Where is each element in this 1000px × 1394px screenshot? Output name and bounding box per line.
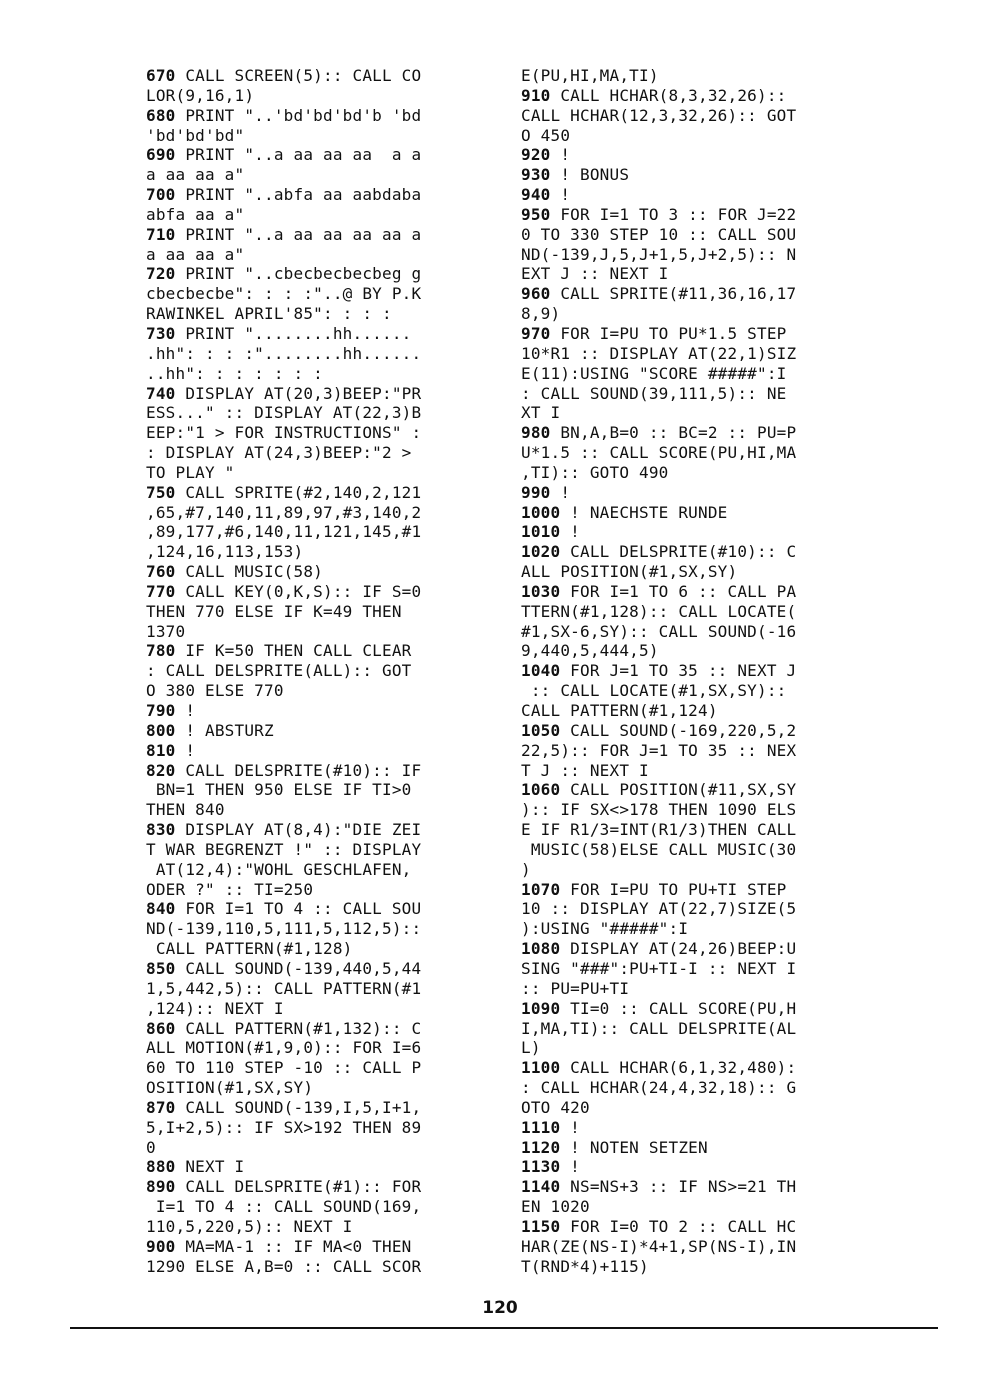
code-line — [521, 800, 866, 820]
code-line — [146, 384, 491, 404]
code-text: IF K=50 THEN CALL CLEAR — [175, 641, 412, 661]
code-line — [146, 661, 491, 681]
code-text: ND(-139,110,5,111,5,112,5):: — [146, 919, 422, 939]
code-line — [146, 205, 491, 225]
page-number: 120 — [482, 1298, 518, 1318]
code-line — [521, 165, 866, 185]
code-line — [521, 661, 866, 681]
code-line — [146, 522, 491, 542]
code-line — [521, 780, 866, 800]
line-number: 770 — [146, 581, 176, 601]
code-line — [521, 324, 866, 344]
code-text: CALL SOUND(-169,220,5,2 — [560, 720, 797, 740]
code-text: LOR(9,16,1) — [146, 85, 255, 105]
code-text: EXT J :: NEXT I — [521, 264, 669, 284]
code-text: CALL SPRITE(#2,140,2,121 — [175, 482, 422, 502]
code-line — [146, 264, 491, 284]
code-line — [521, 959, 866, 979]
code-text: T WAR BEGRENZT !" :: DISPLAY — [146, 839, 422, 859]
code-line — [521, 721, 866, 741]
code-line — [146, 1257, 491, 1277]
code-text: 1,5,442,5):: CALL PATTERN(#1 — [146, 978, 422, 998]
code-line — [521, 1058, 866, 1078]
code-line — [146, 185, 491, 205]
code-line — [146, 622, 491, 642]
line-number: 1130 — [521, 1157, 561, 1177]
code-line — [521, 820, 866, 840]
code-text: 0 — [146, 1137, 156, 1157]
code-text: E(11):USING "SCORE #####":I — [521, 363, 787, 383]
code-line — [521, 979, 866, 999]
code-text: EN 1020 — [521, 1197, 590, 1217]
code-line — [521, 542, 866, 562]
code-text: ) — [521, 859, 531, 879]
code-text: TTERN(#1,128):: CALL LOCATE( — [521, 601, 797, 621]
code-text: CALL DELSPRITE(#10):: C — [560, 542, 797, 562]
code-line — [146, 899, 491, 919]
line-number: 680 — [146, 105, 176, 125]
listing-column-left — [146, 66, 491, 1276]
code-line — [521, 423, 866, 443]
code-text: PRINT "..a aa aa aa a a — [175, 145, 422, 165]
code-text: CALL HCHAR(12,3,32,26):: GOT — [521, 105, 797, 125]
line-number: 1020 — [521, 542, 561, 562]
code-line — [146, 741, 491, 761]
line-number: 670 — [146, 66, 176, 85]
code-line — [146, 126, 491, 146]
code-line — [521, 602, 866, 622]
code-line — [521, 106, 866, 126]
code-text: .hh": : : :"........hh...... — [146, 343, 422, 363]
code-text: ):: IF SX<>178 THEN 1090 ELS — [521, 800, 797, 820]
code-text: DISPLAY AT(24,26)BEEP:U — [560, 939, 797, 959]
code-text: ! — [560, 1117, 581, 1137]
line-number: 740 — [146, 383, 176, 403]
code-text: 60 TO 110 STEP -10 :: CALL P — [146, 1058, 422, 1078]
code-line — [146, 1177, 491, 1197]
code-line — [521, 761, 866, 781]
code-line — [146, 840, 491, 860]
code-line — [146, 1197, 491, 1217]
code-line — [146, 1058, 491, 1078]
code-text: ! — [550, 145, 571, 165]
code-text: CALL HCHAR(6,1,32,480): — [560, 1058, 797, 1078]
code-text: TI=0 :: CALL SCORE(PU,H — [560, 998, 797, 1018]
code-text: :: PU=PU+TI — [521, 978, 630, 998]
line-number: 1120 — [521, 1137, 561, 1157]
code-line — [146, 86, 491, 106]
code-line — [521, 483, 866, 503]
line-number: 820 — [146, 760, 176, 780]
code-text: FOR I=1 TO 6 :: CALL PA — [560, 581, 797, 601]
code-text: T(RND*4)+115) — [521, 1256, 649, 1276]
code-text: ,124,16,113,153) — [146, 542, 304, 562]
line-number: 1000 — [521, 502, 561, 522]
code-line — [521, 1098, 866, 1118]
code-text: ! NAECHSTE RUNDE — [560, 502, 728, 522]
code-text: #1,SX-6,SY):: CALL SOUND(-16 — [521, 621, 797, 641]
code-line — [521, 463, 866, 483]
code-text: ODER ?" :: TI=250 — [146, 879, 314, 899]
code-text: E IF R1/3=INT(R1/3)THEN CALL — [521, 820, 797, 840]
line-number: 920 — [521, 145, 551, 165]
code-text: 'bd'bd'bd" — [146, 125, 245, 145]
code-text: 10*R1 :: DISPLAY AT(22,1)SIZ — [521, 343, 797, 363]
line-number: 840 — [146, 899, 176, 919]
line-number: 980 — [521, 423, 551, 443]
code-text: ALL MOTION(#1,9,0):: FOR I=6 — [146, 1038, 422, 1058]
line-number: 760 — [146, 562, 176, 582]
code-line — [146, 979, 491, 999]
code-text: THEN 840 — [146, 800, 225, 820]
line-number: 850 — [146, 958, 176, 978]
code-line — [521, 503, 866, 523]
code-line — [521, 1118, 866, 1138]
line-number: 1060 — [521, 780, 561, 800]
code-line — [521, 939, 866, 959]
code-text: O 380 ELSE 770 — [146, 681, 284, 701]
line-number: 890 — [146, 1177, 176, 1197]
code-text: DISPLAY AT(8,4):"DIE ZEI — [175, 820, 422, 840]
line-number: 790 — [146, 701, 176, 720]
code-text: TO PLAY " — [146, 462, 235, 482]
code-text: ,65,#7,140,11,89,97,#3,140,2 — [146, 502, 422, 522]
code-text: BN,A,B=0 :: BC=2 :: PU=P — [550, 423, 797, 443]
code-line — [146, 820, 491, 840]
code-text: :: CALL LOCATE(#1,SX,SY):: — [521, 681, 787, 701]
code-text: abfa aa a" — [146, 204, 245, 224]
code-text: L) — [521, 1038, 541, 1058]
code-line — [521, 284, 866, 304]
code-line — [521, 1217, 866, 1237]
listing-column-right — [521, 66, 866, 1276]
code-line — [146, 503, 491, 523]
code-text: a aa aa a" — [146, 244, 245, 264]
line-number: 1140 — [521, 1177, 561, 1197]
code-text: : DISPLAY AT(24,3)BEEP:"2 > — [146, 443, 412, 463]
code-text: PRINT "........hh...... — [175, 323, 412, 343]
code-text: HAR(ZE(NS-I)*4+1,SP(NS-I),IN — [521, 1236, 797, 1256]
code-text: OSITION(#1,SX,SY) — [146, 1078, 314, 1098]
code-text: SING "###":PU+TI-I :: NEXT I — [521, 958, 797, 978]
code-text: 1290 ELSE A,B=0 :: CALL SCOR — [146, 1256, 422, 1276]
code-line — [521, 562, 866, 582]
line-number: 690 — [146, 145, 176, 165]
line-number: 960 — [521, 284, 551, 304]
code-line — [521, 403, 866, 423]
code-line — [521, 1257, 866, 1277]
code-line — [521, 840, 866, 860]
code-line — [521, 860, 866, 880]
code-text: CALL PATTERN(#1,132):: C — [175, 1018, 422, 1038]
code-text: O 450 — [521, 125, 571, 145]
code-line — [146, 999, 491, 1019]
line-number: 730 — [146, 323, 176, 343]
line-number: 800 — [146, 720, 176, 740]
code-line — [521, 1157, 866, 1177]
code-line — [521, 522, 866, 542]
code-line — [521, 1038, 866, 1058]
code-line — [146, 582, 491, 602]
code-text: NEXT I — [175, 1157, 245, 1177]
code-text: FOR I=1 TO 3 :: FOR J=22 — [550, 204, 797, 224]
code-line — [521, 264, 866, 284]
code-line — [146, 721, 491, 741]
code-text: ! — [560, 522, 581, 542]
code-line — [521, 880, 866, 900]
code-text: 0 TO 330 STEP 10 :: CALL SOU — [521, 224, 797, 244]
code-line — [146, 780, 491, 800]
code-line — [146, 959, 491, 979]
code-text: ND(-139,J,5,J+1,5,J+2,5):: N — [521, 244, 797, 264]
code-line — [146, 483, 491, 503]
code-text: ):USING "#####":I — [521, 919, 689, 939]
code-line — [146, 542, 491, 562]
code-line — [146, 145, 491, 165]
code-line — [521, 899, 866, 919]
code-text: FOR I=1 TO 4 :: CALL SOU — [175, 899, 422, 919]
code-line — [521, 641, 866, 661]
code-line — [521, 185, 866, 205]
code-line — [521, 86, 866, 106]
code-text: PRINT "..'bd'bd'bd'b 'bd — [175, 105, 422, 125]
code-text: 10 :: DISPLAY AT(22,7)SIZE(5 — [521, 899, 797, 919]
code-text: I=1 TO 4 :: CALL SOUND(169, — [146, 1197, 422, 1217]
code-text: CALL POSITION(#11,SX,SY — [560, 780, 797, 800]
line-number: 870 — [146, 1097, 176, 1117]
code-text: I,MA,TI):: CALL DELSPRITE(AL — [521, 1018, 797, 1038]
line-number: 910 — [521, 85, 551, 105]
code-line — [146, 304, 491, 324]
code-text: ..hh": : : : : : : — [146, 363, 323, 383]
code-line — [146, 225, 491, 245]
line-number: 860 — [146, 1018, 176, 1038]
code-text: ! — [560, 1157, 581, 1177]
code-line — [146, 602, 491, 622]
code-text: BN=1 THEN 950 ELSE IF TI>0 — [146, 780, 412, 800]
line-number: 1030 — [521, 581, 561, 601]
code-text: ,TI):: GOTO 490 — [521, 462, 669, 482]
line-number: 970 — [521, 323, 551, 343]
code-line — [521, 701, 866, 721]
code-text: FOR I=PU TO PU+TI STEP — [560, 879, 787, 899]
code-text: AT(12,4):"WOHL GESCHLAFEN, — [146, 859, 412, 879]
code-text: ! — [550, 185, 571, 205]
line-number: 880 — [146, 1157, 176, 1177]
code-line — [146, 1078, 491, 1098]
line-number: 1080 — [521, 939, 561, 959]
line-number: 1090 — [521, 998, 561, 1018]
code-line — [146, 1237, 491, 1257]
code-line — [146, 1098, 491, 1118]
code-text: : CALL HCHAR(24,4,32,18):: G — [521, 1078, 797, 1098]
code-line — [521, 919, 866, 939]
line-number: 1010 — [521, 522, 561, 542]
code-line — [521, 1138, 866, 1158]
code-text: 1370 — [146, 621, 186, 641]
code-line — [521, 622, 866, 642]
line-number: 940 — [521, 185, 551, 205]
code-line — [521, 384, 866, 404]
code-line — [146, 1118, 491, 1138]
code-line — [146, 284, 491, 304]
code-text: MUSIC(58)ELSE CALL MUSIC(30 — [521, 839, 797, 859]
code-text: a aa aa a" — [146, 165, 245, 185]
code-text: NS=NS+3 :: IF NS>=21 TH — [560, 1177, 797, 1197]
line-number: 990 — [521, 482, 551, 502]
code-line — [521, 126, 866, 146]
code-text: FOR I=PU TO PU*1.5 STEP — [550, 323, 787, 343]
code-text: CALL DELSPRITE(#1):: FOR — [175, 1177, 422, 1197]
code-text: ALL POSITION(#1,SX,SY) — [521, 562, 738, 582]
line-number: 720 — [146, 264, 176, 284]
code-line — [521, 443, 866, 463]
line-number: 750 — [146, 482, 176, 502]
line-number: 710 — [146, 224, 176, 244]
code-line — [521, 1078, 866, 1098]
code-line — [521, 304, 866, 324]
line-number: 1050 — [521, 720, 561, 740]
code-text: ! BONUS — [550, 165, 630, 185]
code-line — [146, 919, 491, 939]
code-text: XT I — [521, 403, 561, 423]
line-number: 900 — [146, 1236, 176, 1256]
line-number: 780 — [146, 641, 176, 661]
code-line — [521, 225, 866, 245]
code-line — [521, 66, 866, 86]
code-text: CALL PATTERN(#1,124) — [521, 701, 718, 720]
code-line — [146, 1038, 491, 1058]
code-text: : CALL SOUND(39,111,5):: NE — [521, 383, 787, 403]
code-line — [521, 145, 866, 165]
code-text: PRINT "..abfa aa aabdaba — [175, 185, 422, 205]
line-number: 1150 — [521, 1216, 561, 1236]
code-text: CALL KEY(0,K,S):: IF S=0 — [175, 581, 422, 601]
code-line — [521, 344, 866, 364]
code-line — [146, 1217, 491, 1237]
code-text: 9,440,5,444,5) — [521, 641, 659, 661]
code-text: ,124):: NEXT I — [146, 998, 284, 1018]
line-number: 930 — [521, 165, 551, 185]
code-text: ESS..." :: DISPLAY AT(22,3)B — [146, 403, 422, 423]
code-text: E(PU,HI,MA,TI) — [521, 66, 659, 85]
code-text: ,89,177,#6,140,11,121,145,#1 — [146, 522, 422, 542]
code-text: 8,9) — [521, 304, 561, 324]
line-number: 1040 — [521, 661, 561, 681]
code-text: : CALL DELSPRITE(ALL):: GOT — [146, 661, 412, 681]
code-line — [146, 860, 491, 880]
code-text: ! — [550, 482, 571, 502]
code-text: FOR I=0 TO 2 :: CALL HC — [560, 1216, 797, 1236]
code-text: CALL SPRITE(#11,36,16,17 — [550, 284, 797, 304]
code-line — [146, 800, 491, 820]
code-line — [146, 403, 491, 423]
code-text: RAWINKEL APRIL'85": : : : — [146, 304, 392, 324]
code-text: U*1.5 :: CALL SCORE(PU,HI,MA — [521, 443, 797, 463]
line-number: 700 — [146, 185, 176, 205]
code-text: FOR J=1 TO 35 :: NEXT J — [560, 661, 797, 681]
code-line — [146, 701, 491, 721]
code-line — [146, 364, 491, 384]
code-line — [146, 641, 491, 661]
code-line — [521, 1177, 866, 1197]
code-text: OTO 420 — [521, 1097, 590, 1117]
code-line — [146, 245, 491, 265]
code-text: MA=MA-1 :: IF MA<0 THEN — [175, 1236, 412, 1256]
code-line — [146, 106, 491, 126]
code-line — [521, 364, 866, 384]
code-text: ! — [175, 701, 196, 720]
code-text: CALL SOUND(-139,440,5,44 — [175, 958, 422, 978]
code-text: CALL SOUND(-139,I,5,I+1, — [175, 1097, 422, 1117]
code-text: ! ABSTURZ — [175, 720, 274, 740]
code-text: 5,I+2,5):: IF SX>192 THEN 89 — [146, 1117, 422, 1137]
code-text: EEP:"1 > FOR INSTRUCTIONS" : — [146, 423, 422, 443]
code-line — [146, 681, 491, 701]
code-line — [146, 324, 491, 344]
code-text: ! NOTEN SETZEN — [560, 1137, 708, 1157]
code-text: ! — [175, 740, 196, 760]
code-line — [146, 562, 491, 582]
code-line — [146, 165, 491, 185]
code-text: CALL MUSIC(58) — [175, 562, 323, 582]
code-line — [146, 939, 491, 959]
code-line — [521, 741, 866, 761]
code-line — [521, 205, 866, 225]
line-number: 1110 — [521, 1117, 561, 1137]
code-line — [146, 443, 491, 463]
code-line — [521, 1237, 866, 1257]
code-text: CALL DELSPRITE(#10):: IF — [175, 760, 422, 780]
code-line — [146, 344, 491, 364]
code-line — [146, 1138, 491, 1158]
line-number: 1100 — [521, 1058, 561, 1078]
code-text: cbecbecbe": : : :"..@ BY P.K — [146, 284, 422, 304]
line-number: 950 — [521, 204, 551, 224]
code-line — [146, 761, 491, 781]
code-line — [146, 66, 491, 86]
code-text: PRINT "..cbecbecbecbeg g — [175, 264, 422, 284]
line-number: 1070 — [521, 879, 561, 899]
code-line — [146, 1019, 491, 1039]
line-number: 810 — [146, 740, 176, 760]
code-line — [146, 423, 491, 443]
code-line — [146, 1157, 491, 1177]
code-text: CALL HCHAR(8,3,32,26):: — [550, 85, 787, 105]
code-line — [521, 999, 866, 1019]
code-text: 110,5,220,5):: NEXT I — [146, 1216, 353, 1236]
code-text: DISPLAY AT(20,3)BEEP:"PR — [175, 383, 422, 403]
code-text: 22,5):: FOR J=1 TO 35 :: NEX — [521, 740, 797, 760]
code-line — [146, 463, 491, 483]
code-line — [521, 245, 866, 265]
code-text: THEN 770 ELSE IF K=49 THEN — [146, 601, 402, 621]
code-text: CALL PATTERN(#1,128) — [146, 939, 353, 959]
code-line — [521, 681, 866, 701]
code-line — [146, 880, 491, 900]
code-text: CALL SCREEN(5):: CALL CO — [175, 66, 422, 85]
code-line — [521, 1019, 866, 1039]
line-number: 830 — [146, 820, 176, 840]
code-text: PRINT "..a aa aa aa aa a — [175, 224, 422, 244]
code-text: T J :: NEXT I — [521, 760, 649, 780]
code-line — [521, 1197, 866, 1217]
code-line — [521, 582, 866, 602]
footer-rule — [70, 1327, 938, 1329]
